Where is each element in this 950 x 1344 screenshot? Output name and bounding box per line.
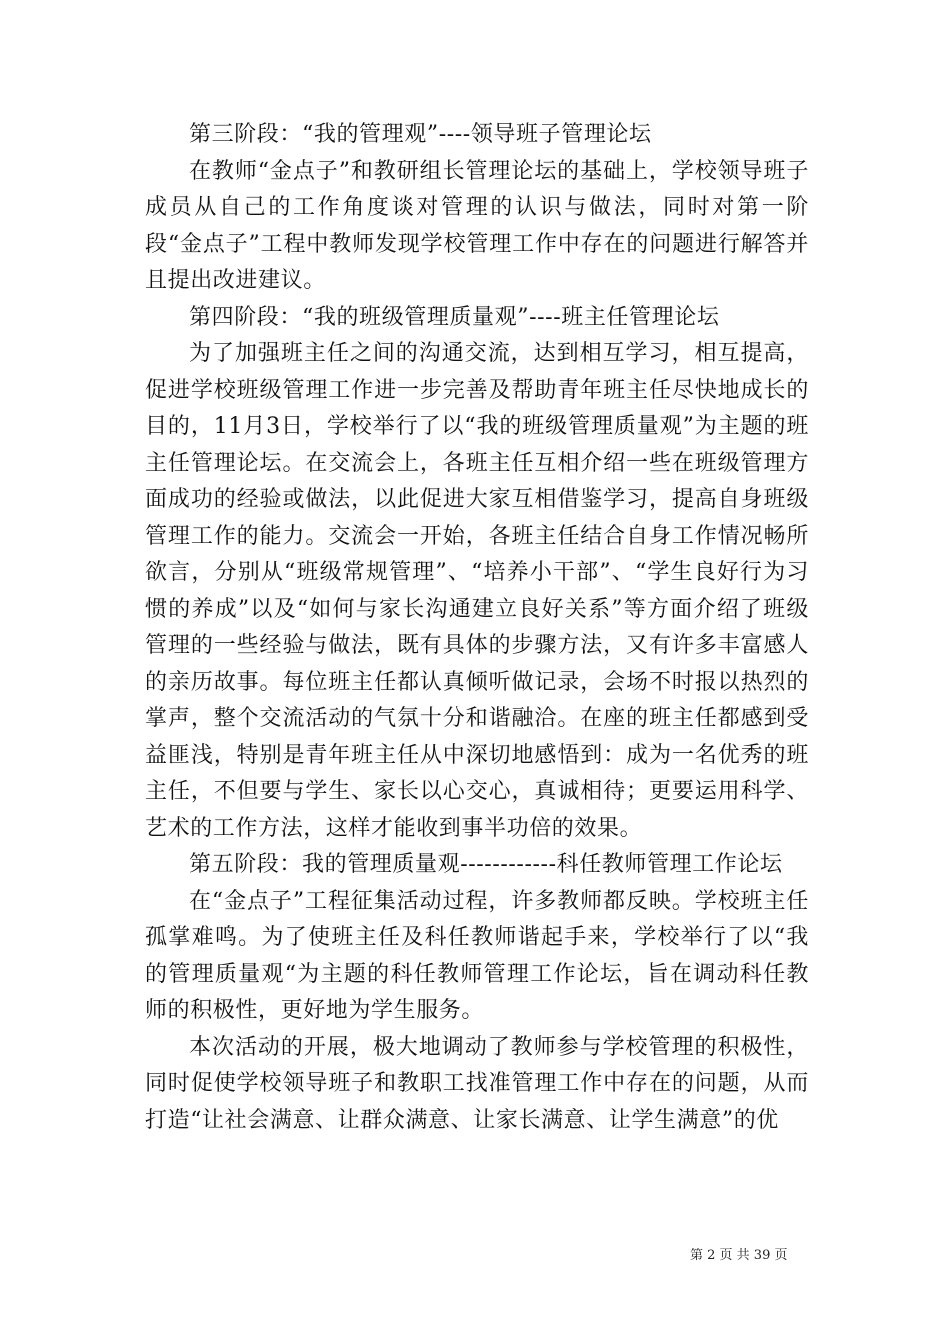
paragraph-stage-four: 为了加强班主任之间的沟通交流，达到相互学习，相互提高，促进学校班级管理工作进一步完善及帮助青年班主任尽快地成长的目的，11月3日，学校举行了以“我的班级管理质量观”为主题的班主任管理论坛。在交流会上，各班主任互相介绍一些在班级管理方面成功的经验或做法，以此促进大家互相借鉴学习，提高自身班级管理工作的能力。交流会一开始，各班主任结合自身工作情况畅所欲言，分别从“班级常规管理”、“培养小干部”、“学生良好行为习惯的养成”以及“如何与家长沟通建立良好关系”等方面介绍了班级管理的一些经验与做法，既有具体的步骤方法，又有许多丰富感人的亲历故事。每位班主任都认真倾听做记录，会场不时报以热烈的掌声，整个交流活动的气氛十分和谐融洽。在座的班主任都感到受益匪浅，特别是青年班主任从中深切地感悟到：成为一名优秀的班主任，不但要与学生、家长以心交心，真诚相待；更要运用科学、艺术的工作方法，这样才能收到事半功倍的效果。 (145, 341, 809, 841)
heading-stage-four: 第四阶段：“我的班级管理质量观”----班主任管理论坛 (189, 304, 720, 330)
paragraph-summary: 本次活动的开展，极大地调动了教师参与学校管理的积极性，同时促使学校领导班子和教职工找准管理工作中存在的问题，从而打造“让社会满意、让群众满意、让家长满意、让学生满意”的优 (145, 1034, 809, 1133)
paragraph-stage-five: 在“金点子”工程征集活动过程，许多教师都反映。学校班主任孤掌难鸣。为了使班主任及科任教师谐起手来，学校举行了以“我的管理质量观“为主题的科任教师管理工作论坛，旨在调动科任教师的积极性，更好地为学生服务。 (145, 888, 809, 1023)
page-number-footer: 第 2 页 共 39 页 (690, 1248, 788, 1263)
document-body (145, 117, 809, 1139)
heading-stage-three: 第三阶段：“我的管理观”----领导班子管理论坛 (189, 122, 652, 147)
paragraph-stage-three: 在教师“金点子”和教研组长管理论坛的基础上，学校领导班子成员从自己的工作角度谈对管理的认识与做法，同时对第一阶段“金点子”工程中教师发现学校管理工作中存在的问题进行解答并且提出改进建议。 (145, 158, 809, 293)
heading-stage-five: 第五阶段：我的管理质量观------------科任教师管理工作论坛 (189, 852, 783, 877)
